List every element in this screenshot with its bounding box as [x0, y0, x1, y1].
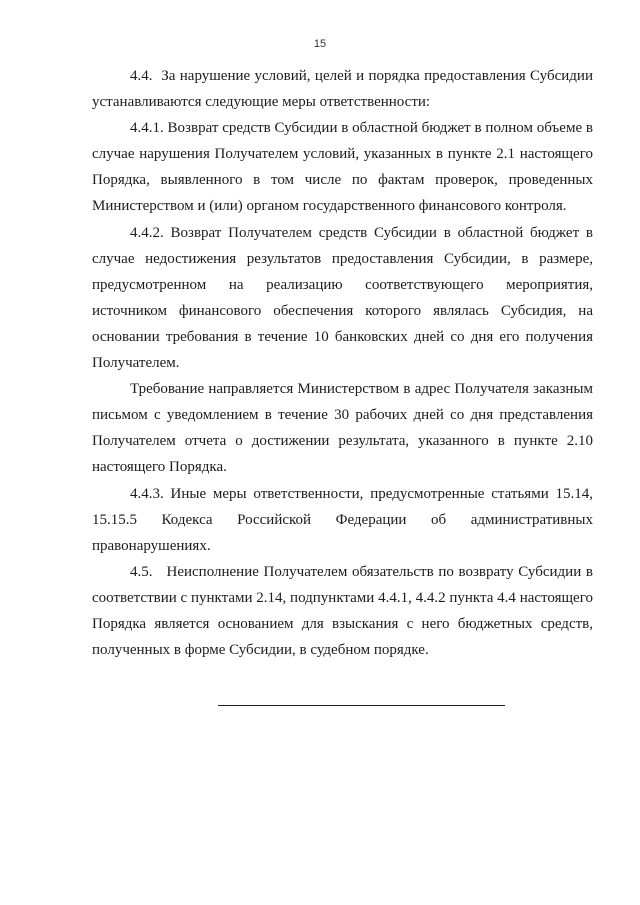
page-number: 15: [313, 38, 327, 50]
document-body: [92, 63, 593, 663]
paragraph-4-5: 4.5. Неисполнение Получателем обязательств по возврату Субсидии в соответствии с пунктами 2.14, подпунктами 4.4.1, 4.4.2 пункта 4.4 настоящего Порядка является основанием для взыскания с него бюджетных средств, полученных в форме Субсидии, в судебном порядке.: [92, 563, 593, 659]
paragraph-4-4: 4.4. За нарушение условий, целей и порядка предоставления Субсидии устанавливаются следующие меры ответственности:: [92, 68, 593, 111]
paragraph-4-4-1: 4.4.1. Возврат средств Субсидии в областной бюджет в полном объеме в случае нарушения Получателем условий, указанных в пункте 2.1 настоящего Порядка, выявленного в том числе по фактам проверок, проведенных Министерством и (или) органом государственного финансового контроля.: [92, 120, 593, 215]
paragraph-4-4-2: 4.4.2. Возврат Получателем средств Субсидии в областной бюджет в случае недостижения результатов предоставления Субсидии, в размере, предусмотренном на реализацию соответствующего мероприятия, источником финансового обеспечения которого являлась Субсидия, на основании требования в течение 10 банковских дней со дня его получения Получателем.: [92, 224, 593, 372]
paragraph-requirement: Требование направляется Министерством в адрес Получателя заказным письмом с уведомлением в течение 30 рабочих дней со дня представления Получателем отчета о достижении результата, указанного в пункте 2.10 настоящего Порядка.: [92, 381, 593, 476]
paragraph-4-4-3: 4.4.3. Иные меры ответственности, предусмотренные статьями 15.14, 15.15.5 Кодекса Российской Федерации об административных правонарушениях.: [92, 485, 593, 554]
closing-rule: [218, 705, 505, 706]
